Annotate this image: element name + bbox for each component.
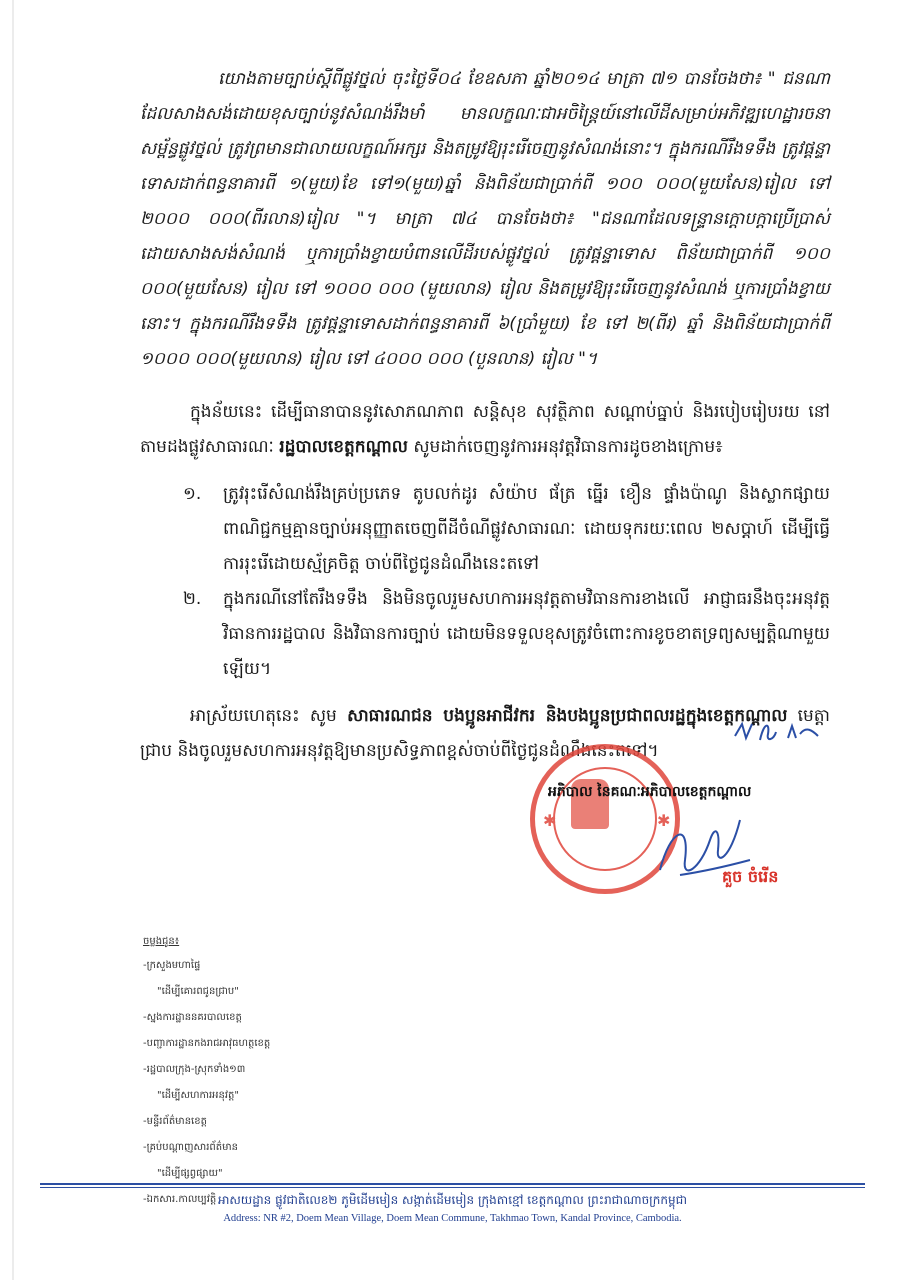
cc-line: "ដើម្បីផ្សព្វផ្សាយ" [157,1168,223,1179]
closing-intro: អាស្រ័យហេតុនេះ សូម [190,706,348,726]
administration-name: រដ្ឋបាលខេត្តកណ្តាល [279,437,408,457]
letter-body [140,62,830,769]
cc-line: "ដើម្បីសហការអនុវត្ត" [157,1090,240,1101]
cc-line: "ដើម្បីគោរពជូនជ្រាប" [157,986,239,997]
signatory-title: អភិបាល នៃគណៈអភិបាលខេត្តកណ្តាល [548,784,752,800]
seal-star-icon: ✱ [543,811,557,830]
list-item-text: ត្រូវរុះរើសំណង់រឹងគ្រប់ប្រភេទ តូបលក់ដូរ សំយ៉ាប ផ័ត្រ ធ្នើរ ខឿន ផ្ទាំងប៉ាណូ និងស្លាកផ្សាយពាណិជ្ជកម្មគ្មានច្បាប់អនុញ្ញាតចេញពីដីចំណីផ្លូវសាធារណៈ ដោយទុករយៈពេល ២សប្តាហ៍ ដើម្បីធ្វើការរុះរើដោយស្ម័គ្រចិត្ត ចាប់ពីថ្ងៃជូនដំណឹងនេះតទៅ [223,484,830,574]
purpose-outro: សូមដាក់ចេញនូវការអនុវត្តវិធានការដូចខាងក្រោម៖ [407,437,723,457]
measures-list [140,477,830,687]
cc-line: -រដ្ឋបាលក្រុង-ស្រុកទាំង១៣ [143,1064,246,1075]
cc-line: -មន្ទីរព័ត៌មានខេត្ត [143,1116,207,1127]
list-item-number: ១. [183,484,202,504]
purpose-intro: ក្នុងន័យនេះ ដើម្បីធានាបាននូវសោភណភាព សន្តិសុខ សុវត្ថិភាព សណ្តាប់ធ្នាប់ និងរបៀបរៀបរយ នៅតាមដងផ្លូវសាធារណៈ [140,402,830,457]
list-item-number: ២. [183,589,202,609]
footer-divider [40,1187,865,1188]
signatory-name: គួច ចំរើន [722,867,779,886]
carbon-copy-list [143,934,270,1213]
list-item [183,477,830,582]
cc-line: -គ្រប់បណ្តាញសារព័ត៌មាន [143,1142,238,1153]
footer-divider [40,1183,865,1185]
handwritten-initials [730,716,825,746]
addressees: សាធារណជន បងប្អូនអាជីវករ និងបងប្អូនប្រជាពលរដ្ឋក្នុងខេត្តកណ្តាល [347,706,788,726]
cc-line: -ស្នងការដ្ឋាននគរបាលខេត្ត [143,1012,242,1023]
footer-khmer-address: អាសយដ្ឋាន ផ្លូវជាតិលេខ២ ភូមិដើមមៀន សង្កាត់ដើមមៀន ក្រុងតាខ្មៅ ខេត្តកណ្តាល ព្រះរាជាណាចក្រកម្ពុជា [217,1193,688,1207]
cc-line: -ក្រសួងមហាផ្ទៃ [143,960,201,971]
legal-reference-paragraph: យោងតាមច្បាប់ស្តីពីផ្លូវថ្នល់ ចុះថ្ងៃទី០៤ ខែឧសភា ឆ្នាំ២០១៤ មាត្រា ៧១ បានចែងថា៖ " ជនណាដែលសាងសង់ដោយខុសច្បាប់នូវសំណង់រឹងមាំ មានលក្ខណៈជាអចិន្ត្រៃយ៍នៅលើដីសម្រាប់អភិវឌ្ឍហេដ្ឋារចនាសម្ព័ន្ធផ្លូវថ្នល់ ត្រូវព្រមានជាលាយលក្ខណ៍អក្សរ និងតម្រូវឱ្យរុះរើចេញនូវសំណង់នោះ។ ក្នុងករណីរឹងទទឹង ត្រូវផ្តន្ទាទោសដាក់ពន្ធនាគារពី ១(មួយ)ខែ ទៅ១(មួយ)ឆ្នាំ និងពិន័យជាប្រាក់ពី ១០០ ០០០(មួយសែន)រៀល ទៅ ២០០០ ០០០(ពីរលាន)រៀល "។ មាត្រា ៧៤ បានចែងថា៖ "ជនណាដែលទន្ទ្រានក្តោបក្តាប្រើប្រាស់ដោយសាងសង់សំណង់ ឬការប្រាំងខ្វាយបំពានលើដីរបស់ផ្លូវថ្នល់ ត្រូវផ្តន្ទាទោស ពិន័យជាប្រាក់ពី ១០០ ០០០(មួយសែន) រៀល ទៅ ១០០០ ០០០ (មួយលាន) រៀល និងតម្រូវឱ្យរុះរើចេញនូវសំណង់ ឬការប្រាំងខ្វាយនោះ។ ក្នុងករណីរឹងទទឹង ត្រូវផ្តន្ទាទោសដាក់ពន្ធនាគារពី ៦(ប្រាំមួយ) ខែ ទៅ ២(ពីរ) ឆ្នាំ និងពិន័យជាប្រាក់ពី ១០០០ ០០០(មួយលាន) រៀល ទៅ ៤០០០ ០០០ (បួនលាន) រៀល "។ [140,69,830,369]
carbon-copy-header: ចម្លងជូន៖ [143,936,180,947]
footer-english-address: Address: NR #2, Doem Mean Village, Doem Mean Commune, Takhmao Town, Kandal Province, Cambodia. [223,1213,682,1224]
list-item-text: ក្នុងករណីនៅតែរឹងទទឹង និងមិនចូលរួមសហការអនុវត្តតាមវិធានការខាងលើ អាជ្ញាធរនឹងចុះអនុវត្តវិធានការរដ្ឋបាល និងវិធានការច្បាប់ ដោយមិនទទួលខុសត្រូវចំពោះការខូចខាតទ្រព្យសម្បត្តិណាមួយឡើយ។ [223,589,830,679]
purpose-paragraph [140,395,830,465]
cc-line: -ឯកសារ.កាលប្បវត្តិ [143,1194,217,1205]
cc-line: -បញ្ជាការដ្ឋានកងរាជអាវុធហត្ថខេត្ត [143,1038,271,1049]
page-edge-shadow [12,0,14,1280]
closing-paragraph [140,699,830,769]
closing-outro: មេត្តាជ្រាប និងចូលរួមសហការអនុវត្តឱ្យមានប្រសិទ្ធភាពខ្ពស់ចាប់ពីថ្ងៃជូនដំណឹងនេះតទៅ។ [140,706,830,761]
list-item [183,582,830,687]
seal-star-icon: ✱ [657,811,671,830]
